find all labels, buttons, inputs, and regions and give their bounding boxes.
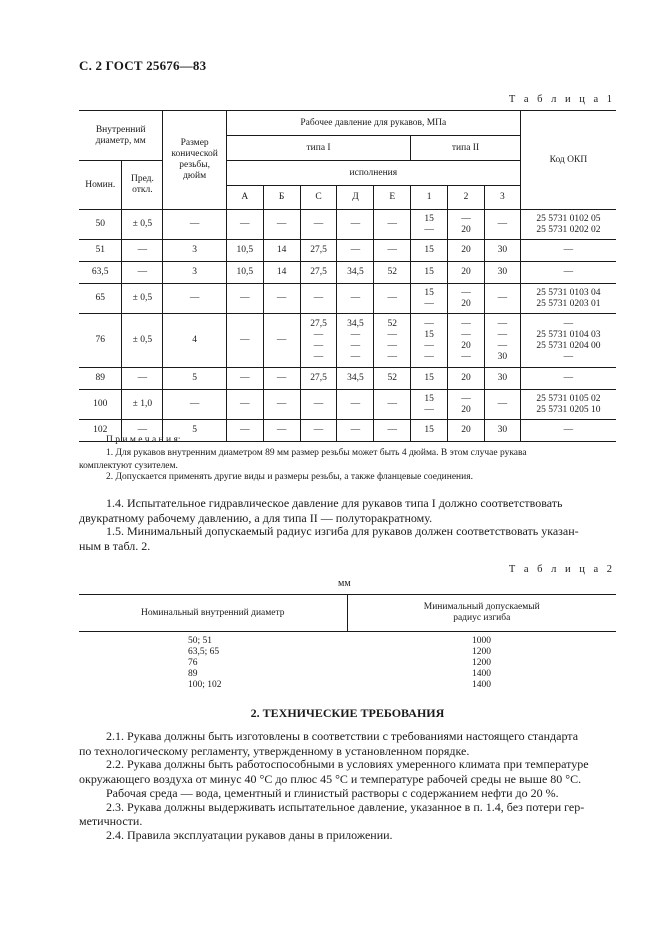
cell-value: 20 xyxy=(461,425,471,435)
cell-value: — xyxy=(240,335,250,345)
cell-value: — xyxy=(387,293,398,303)
table-row xyxy=(79,680,616,691)
cell-nominal: 76 xyxy=(79,314,122,368)
cell-b xyxy=(263,262,300,284)
cell-value: 20 xyxy=(461,224,471,235)
cell-d xyxy=(337,420,374,442)
cell-c xyxy=(300,210,337,240)
cell-a xyxy=(226,314,263,368)
cell-value: 20 xyxy=(461,245,471,255)
cell-d xyxy=(337,314,374,368)
cell-value: — xyxy=(497,340,508,351)
cell-value: — xyxy=(240,399,250,409)
cell-value: — xyxy=(563,318,574,329)
cell-value: 25 5731 0203 01 xyxy=(536,298,601,309)
cell-value: 20 xyxy=(461,267,471,277)
cell-value: — xyxy=(240,373,250,383)
cell-nominal: 65 xyxy=(79,284,122,314)
cell-v3 xyxy=(484,210,520,240)
cell-value: — xyxy=(350,329,361,340)
table-row xyxy=(79,284,616,314)
cell-v3 xyxy=(484,314,520,368)
cell-value: — xyxy=(461,329,471,340)
cell-value: 30 xyxy=(497,351,508,362)
cell-value: — xyxy=(240,293,250,303)
cell-value: — xyxy=(387,425,398,435)
header-col-1: 1 xyxy=(411,186,448,210)
cell-e xyxy=(374,262,411,284)
cell-b xyxy=(263,284,300,314)
cell-value: — xyxy=(563,267,574,277)
cell-value: — xyxy=(387,399,398,409)
cell-value: — xyxy=(497,318,508,329)
cell-tolerance: — xyxy=(122,240,163,262)
cell-d xyxy=(337,240,374,262)
table-row xyxy=(79,647,616,658)
table-row xyxy=(79,262,616,284)
cell-c xyxy=(300,420,337,442)
cell-nominal: 100 xyxy=(79,390,122,420)
cell-okp xyxy=(520,368,616,390)
cell-value: — xyxy=(497,399,508,409)
cell-thread: — xyxy=(163,390,226,420)
cell-v2 xyxy=(448,262,485,284)
header-type1: типа I xyxy=(226,136,410,161)
cell-e xyxy=(374,210,411,240)
page-header: С. 2 ГОСТ 25676—83 xyxy=(79,58,207,73)
cell-value: — xyxy=(424,224,434,235)
cell-value: — xyxy=(313,219,324,229)
header-col-2: 2 xyxy=(448,186,485,210)
cell-diameter: 100; 102 xyxy=(188,680,222,690)
cell-a xyxy=(226,262,263,284)
cell-value: — xyxy=(350,245,361,255)
cell-value: 27,5 xyxy=(310,373,327,383)
cell-b xyxy=(263,314,300,368)
cell-value: — xyxy=(240,425,250,435)
cell-v1 xyxy=(411,390,448,420)
cell-e xyxy=(374,390,411,420)
table-row xyxy=(79,390,616,420)
cell-value: 30 xyxy=(497,245,508,255)
cell-value: — xyxy=(276,335,287,345)
header-col-d: Д xyxy=(337,186,374,210)
table-bend-radius xyxy=(79,594,616,691)
cell-value: 34,5 xyxy=(347,267,364,277)
header-nominal-diameter: Номинальный внутренний диаметр xyxy=(79,595,347,632)
cell-value: — xyxy=(313,293,324,303)
cell-value: 15 xyxy=(424,213,434,224)
cell-value: 27,5 xyxy=(310,245,327,255)
cell-v2 xyxy=(448,368,485,390)
header-versions: исполнения xyxy=(226,161,520,186)
cell-radius: 1400 xyxy=(472,669,491,679)
cell-v1 xyxy=(411,420,448,442)
cell-value: — xyxy=(350,340,361,351)
cell-value: — xyxy=(461,287,471,298)
cell-d xyxy=(337,210,374,240)
cell-value: 25 5731 0105 02 xyxy=(536,393,601,404)
cell-v1 xyxy=(411,314,448,368)
cell-value: — xyxy=(313,340,324,351)
cell-d xyxy=(337,390,374,420)
notes-title: П р и м е ч а н и я: xyxy=(106,435,181,445)
para-2-4: 2.4. Правила эксплуатации рукавов даны в приложении. xyxy=(106,828,393,842)
header-min-radius-line2: радиус изгиба xyxy=(453,613,511,623)
cell-value: 27,5 xyxy=(310,318,327,329)
para-1-5-line2: ным в табл. 2. xyxy=(79,539,151,553)
cell-a xyxy=(226,390,263,420)
table-hose-pressure xyxy=(79,110,616,442)
note-1: 1. Для рукавов внутренним диаметром 89 мм размер резьбы может быть 4 дюйма. В этом случае рукава xyxy=(106,448,527,458)
cell-okp xyxy=(520,314,616,368)
section-2-title: 2. ТЕХНИЧЕСКИЕ ТРЕБОВАНИЯ xyxy=(250,706,445,720)
cell-okp xyxy=(520,262,616,284)
cell-value: — xyxy=(461,351,471,362)
header-thread-size: Размер конической резьбы, дюйм xyxy=(163,111,226,210)
cell-okp xyxy=(520,390,616,420)
cell-v2 xyxy=(448,240,485,262)
cell-value: — xyxy=(313,425,324,435)
cell-d xyxy=(337,284,374,314)
cell-b xyxy=(263,420,300,442)
cell-c xyxy=(300,314,337,368)
cell-value: 15 xyxy=(424,267,434,277)
cell-v3 xyxy=(484,262,520,284)
cell-diameter: 63,5; 65 xyxy=(188,647,220,657)
cell-value: — xyxy=(387,340,398,351)
cell-value: 14 xyxy=(276,245,287,255)
header-col-a: А xyxy=(226,186,263,210)
cell-thread: 3 xyxy=(163,240,226,262)
cell-value: 20 xyxy=(461,340,471,351)
cell-value: 52 xyxy=(387,373,398,383)
cell-value: 20 xyxy=(461,298,471,309)
cell-value: 27,5 xyxy=(310,267,327,277)
table2-caption: Т а б л и ц а 2 xyxy=(508,564,615,575)
cell-diameter: 76 xyxy=(188,658,198,668)
header-col-e: Е xyxy=(374,186,411,210)
cell-value: — xyxy=(424,298,434,309)
cell-c xyxy=(300,284,337,314)
cell-value: 25 5731 0202 02 xyxy=(536,224,601,235)
cell-value: 20 xyxy=(461,373,471,383)
cell-value: 34,5 xyxy=(347,318,364,329)
cell-value: — xyxy=(563,351,574,362)
cell-value: 25 5731 0104 03 xyxy=(536,329,601,340)
cell-v2 xyxy=(448,420,485,442)
cell-value: — xyxy=(276,293,287,303)
cell-v2 xyxy=(448,284,485,314)
cell-thread: 5 xyxy=(163,368,226,390)
cell-c xyxy=(300,368,337,390)
cell-value: — xyxy=(424,351,434,362)
para-1-4-line2: двукратному рабочему давлению, а для типа II — полуторакратному. xyxy=(79,511,433,525)
table-row xyxy=(79,368,616,390)
para-2-2-line2: окружающего воздуха от минус 40 °С до плюс 45 °С и температуре рабочей среды не выше 80 °С. xyxy=(79,772,582,786)
cell-a xyxy=(226,284,263,314)
cell-value: 15 xyxy=(424,245,434,255)
cell-e xyxy=(374,368,411,390)
cell-nominal: 89 xyxy=(79,368,122,390)
cell-tolerance: — xyxy=(122,368,163,390)
cell-nominal: 51 xyxy=(79,240,122,262)
cell-d xyxy=(337,368,374,390)
header-inner-diameter: Внутренний диаметр, мм xyxy=(79,111,163,161)
cell-value: — xyxy=(424,404,434,415)
cell-c xyxy=(300,390,337,420)
cell-v1 xyxy=(411,262,448,284)
cell-v3 xyxy=(484,240,520,262)
cell-value: 15 xyxy=(424,329,434,340)
cell-thread: — xyxy=(163,284,226,314)
cell-value: 30 xyxy=(497,425,508,435)
cell-tolerance: — xyxy=(122,262,163,284)
cell-v3 xyxy=(484,420,520,442)
cell-diameter: 89 xyxy=(188,669,198,679)
cell-value: 15 xyxy=(424,393,434,404)
para-1-4-line1: 1.4. Испытательное гидравлическое давление для рукавов типа I должно соответствовать xyxy=(106,496,563,510)
cell-value: — xyxy=(387,245,398,255)
cell-v2 xyxy=(448,390,485,420)
cell-e xyxy=(374,240,411,262)
cell-value: 10,5 xyxy=(236,245,254,255)
cell-value: — xyxy=(563,245,574,255)
cell-d xyxy=(337,262,374,284)
cell-value: 34,5 xyxy=(347,373,364,383)
cell-value: — xyxy=(387,351,398,362)
header-okp: Код ОКП xyxy=(520,111,616,210)
cell-okp xyxy=(520,240,616,262)
cell-value: — xyxy=(387,329,398,340)
cell-diameter: 50; 51 xyxy=(188,636,213,646)
cell-a xyxy=(226,368,263,390)
cell-value: — xyxy=(497,219,508,229)
table1-caption: Т а б л и ц а 1 xyxy=(508,94,615,105)
header-nominal: Номин. xyxy=(79,161,122,210)
cell-value: 52 xyxy=(387,267,398,277)
cell-value: 20 xyxy=(461,404,471,415)
cell-nominal: 102 xyxy=(79,420,122,442)
cell-value: — xyxy=(350,293,361,303)
cell-v3 xyxy=(484,368,520,390)
cell-value: 25 5731 0204 00 xyxy=(536,340,601,351)
table-row xyxy=(79,632,616,648)
header-col-c: С xyxy=(300,186,337,210)
cell-tolerance: ± 0,5 xyxy=(122,314,163,368)
cell-e xyxy=(374,314,411,368)
cell-okp xyxy=(520,284,616,314)
cell-value: 25 5731 0205 10 xyxy=(536,404,601,415)
cell-value: — xyxy=(497,329,508,340)
para-2-1-line1: 2.1. Рукава должны быть изготовлены в соответствии с требованиями настоящего стандарта xyxy=(106,729,579,743)
cell-v1 xyxy=(411,210,448,240)
cell-value: — xyxy=(276,399,287,409)
cell-thread: 3 xyxy=(163,262,226,284)
table-row xyxy=(79,658,616,669)
cell-value: — xyxy=(276,373,287,383)
cell-c xyxy=(300,240,337,262)
cell-v1 xyxy=(411,240,448,262)
cell-value: 14 xyxy=(276,267,287,277)
cell-e xyxy=(374,284,411,314)
cell-radius: 1200 xyxy=(472,658,491,668)
cell-thread: 4 xyxy=(163,314,226,368)
cell-value: 30 xyxy=(497,267,508,277)
cell-value: — xyxy=(424,318,434,329)
table-row xyxy=(79,210,616,240)
table2-unit: мм xyxy=(338,578,351,589)
para-2-2-line1: 2.2. Рукава должны быть работоспособными в условиях умеренного климата при температуре xyxy=(106,757,589,771)
note-1-cont: комплектуют сузителем. xyxy=(79,461,178,471)
cell-okp xyxy=(520,210,616,240)
cell-value: — xyxy=(313,329,324,340)
cell-value: 25 5731 0102 05 xyxy=(536,213,601,224)
header-pressure: Рабочее давление для рукавов, МПа xyxy=(226,111,520,136)
table-row xyxy=(79,314,616,368)
cell-value: — xyxy=(313,351,324,362)
cell-nominal: 63,5 xyxy=(79,262,122,284)
cell-value: 15 xyxy=(424,425,434,435)
para-2-1-line2: по технологическому регламенту, утвержденному в установленном порядке. xyxy=(79,744,470,758)
cell-thread: 5 xyxy=(163,420,226,442)
cell-value: — xyxy=(563,373,574,383)
cell-nominal: 50 xyxy=(79,210,122,240)
cell-value: — xyxy=(350,399,361,409)
cell-c xyxy=(300,262,337,284)
para-1-5-line1: 1.5. Минимальный допускаемый радиус изгиба для рукавов должен соответствовать указан- xyxy=(106,524,579,538)
cell-value: 52 xyxy=(387,318,398,329)
cell-value: — xyxy=(563,425,574,435)
cell-radius: 1000 xyxy=(472,636,491,646)
cell-a xyxy=(226,210,263,240)
header-tolerance: Пред. откл. xyxy=(122,161,163,210)
cell-b xyxy=(263,390,300,420)
cell-b xyxy=(263,210,300,240)
cell-value: — xyxy=(350,219,361,229)
header-type2: типа II xyxy=(411,136,521,161)
cell-a xyxy=(226,420,263,442)
cell-v3 xyxy=(484,284,520,314)
cell-value: — xyxy=(276,425,287,435)
cell-v2 xyxy=(448,210,485,240)
header-col-3: 3 xyxy=(484,186,520,210)
cell-value: — xyxy=(276,219,287,229)
cell-v1 xyxy=(411,368,448,390)
cell-value: — xyxy=(313,399,324,409)
cell-thread: — xyxy=(163,210,226,240)
cell-radius: 1400 xyxy=(472,680,491,690)
cell-value: 30 xyxy=(497,373,508,383)
cell-value: — xyxy=(424,340,434,351)
para-2-3-line2: метичности. xyxy=(79,814,143,828)
cell-value: — xyxy=(350,425,361,435)
header-col-b: Б xyxy=(263,186,300,210)
cell-value: 15 xyxy=(424,287,434,298)
cell-value: — xyxy=(350,351,361,362)
header-min-radius-line1: Минимальный допускаемый xyxy=(423,602,540,612)
cell-value: — xyxy=(497,293,508,303)
cell-value: 10,5 xyxy=(236,267,254,277)
cell-a xyxy=(226,240,263,262)
cell-okp xyxy=(520,420,616,442)
cell-value: 15 xyxy=(424,373,434,383)
cell-tolerance: — xyxy=(122,420,163,442)
header-min-radius xyxy=(347,595,616,632)
cell-value: — xyxy=(461,393,471,404)
cell-b xyxy=(263,240,300,262)
cell-tolerance: ± 1,0 xyxy=(122,390,163,420)
cell-e xyxy=(374,420,411,442)
cell-tolerance: ± 0,5 xyxy=(122,284,163,314)
cell-value: — xyxy=(240,219,250,229)
para-2-3-line1: 2.3. Рукава должны выдерживать испытательное давление, указанное в п. 1.4, без потери гер- xyxy=(106,800,585,814)
table-row xyxy=(79,669,616,680)
cell-v3 xyxy=(484,390,520,420)
para-2-2-line3: Рабочая среда — вода, цементный и глинистый растворы с содержанием нефти до 20 %. xyxy=(106,786,559,800)
cell-radius: 1200 xyxy=(472,647,491,657)
cell-value: — xyxy=(461,318,471,329)
note-2: 2. Допускается применять другие виды и размеры резьбы, а также фланцевые соединения. xyxy=(106,472,473,482)
table-row xyxy=(79,240,616,262)
cell-b xyxy=(263,368,300,390)
cell-v2 xyxy=(448,314,485,368)
cell-value: 25 5731 0103 04 xyxy=(536,287,601,298)
cell-v1 xyxy=(411,284,448,314)
cell-value: — xyxy=(461,213,471,224)
cell-value: — xyxy=(387,219,398,229)
cell-tolerance: ± 0,5 xyxy=(122,210,163,240)
